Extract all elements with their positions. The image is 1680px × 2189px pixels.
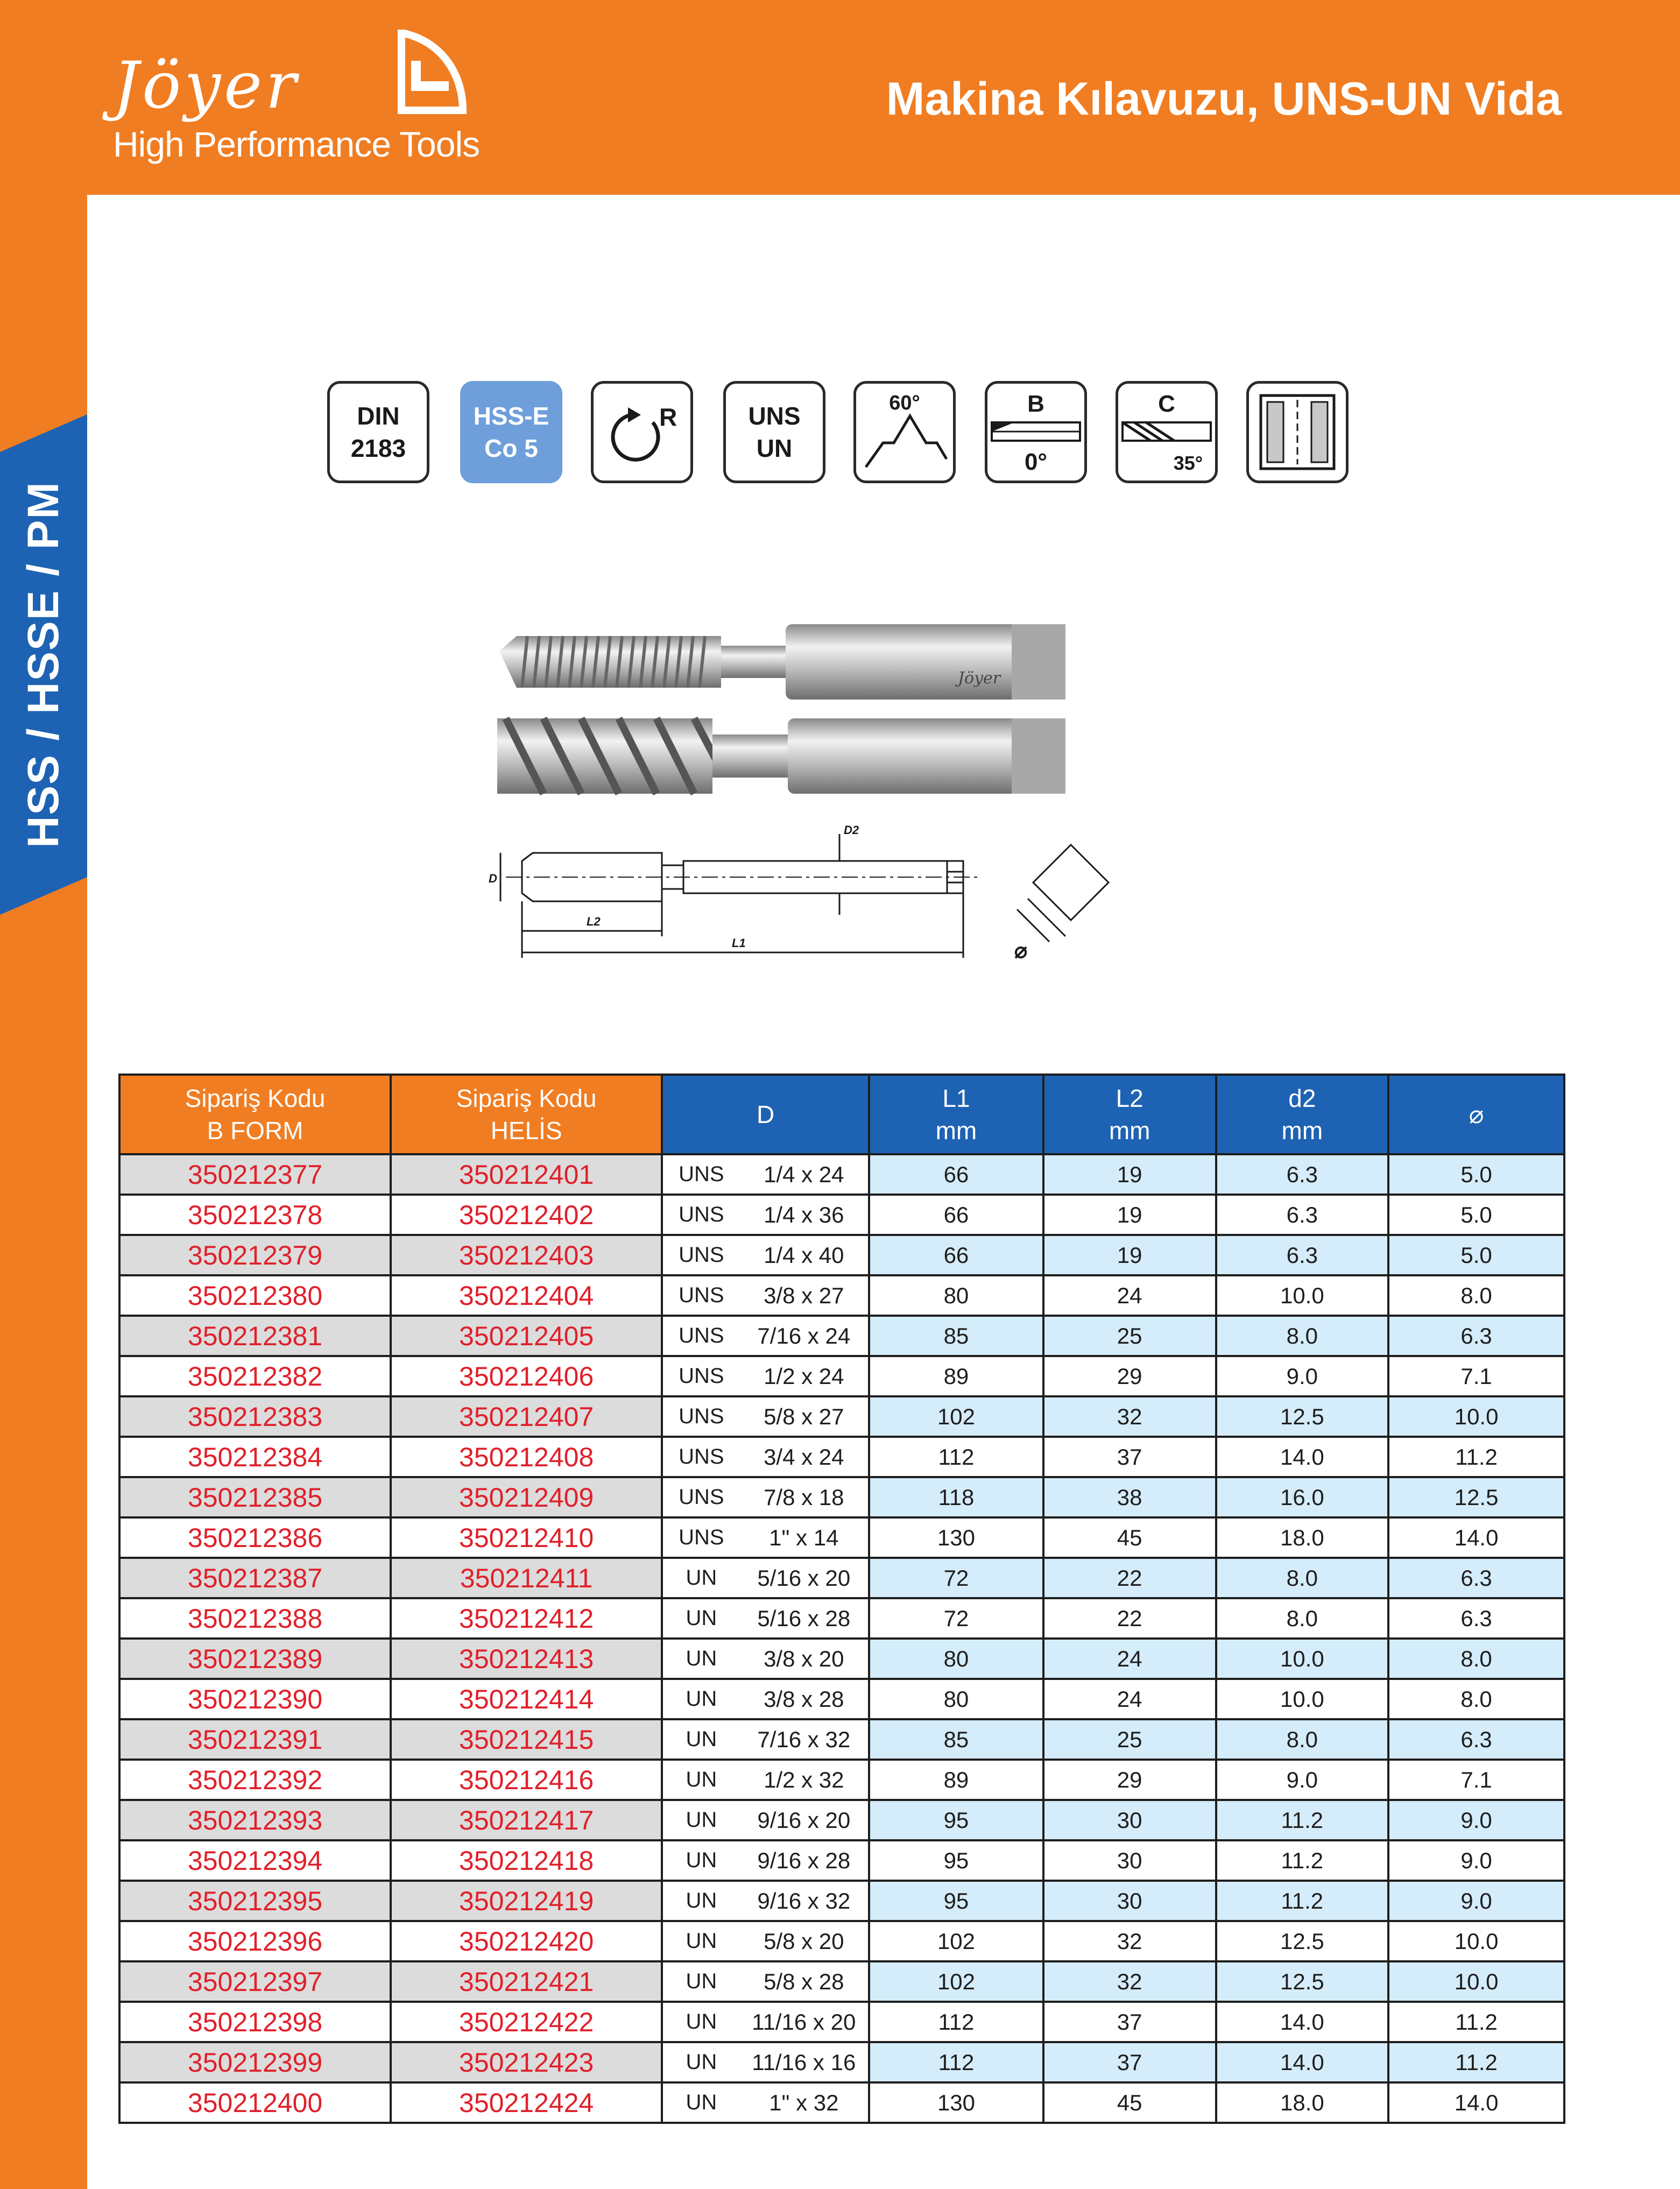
- shank-d2: 12.5: [1216, 1961, 1389, 2002]
- shank-d2: 8.0: [1216, 1558, 1389, 1598]
- spiral-badge: [1116, 381, 1218, 483]
- length-l1: 130: [869, 1517, 1043, 1558]
- square-size: 14.0: [1388, 2082, 1564, 2123]
- square-size: 5.0: [1388, 1154, 1564, 1195]
- header-code-h-line2: HELİS: [490, 1117, 562, 1145]
- table-row: [119, 1517, 1564, 1558]
- material-badge-line2: Co 5: [484, 434, 538, 462]
- order-code-helis: 350212421: [391, 1961, 662, 2002]
- shank-d2: 11.2: [1216, 1840, 1389, 1881]
- header-l2-line2: mm: [1109, 1117, 1150, 1145]
- thread-kind: UN: [662, 1639, 739, 1679]
- order-code-helis: 350212408: [391, 1437, 662, 1477]
- thread-kind: UNS: [662, 1396, 739, 1437]
- drawing-label-l2: L2: [587, 915, 601, 928]
- shank-d2: 9.0: [1216, 1760, 1389, 1800]
- order-code-b-form: 350212389: [119, 1639, 391, 1679]
- thread-size: 3/8 x 28: [740, 1679, 870, 1719]
- shank-d2: 8.0: [1216, 1598, 1389, 1639]
- length-l1: 112: [869, 2042, 1043, 2082]
- square-size: 10.0: [1388, 1396, 1564, 1437]
- thread-kind: UN: [662, 1679, 739, 1719]
- shank-d2: 10.0: [1216, 1639, 1389, 1679]
- order-code-b-form: 350212384: [119, 1437, 391, 1477]
- length-l1: 72: [869, 1598, 1043, 1639]
- shank-d2: 14.0: [1216, 2002, 1389, 2042]
- order-code-helis: 350212404: [391, 1275, 662, 1316]
- order-code-b-form: 350212378: [119, 1195, 391, 1235]
- shank-d2: 18.0: [1216, 2082, 1389, 2123]
- length-l1: 66: [869, 1154, 1043, 1195]
- drawing-label-d: D: [489, 872, 497, 885]
- table-row: [119, 1961, 1564, 2002]
- drawing-label-square: ⌀: [1014, 939, 1028, 963]
- shank-d2: 6.3: [1216, 1154, 1389, 1195]
- thread-size: 1/2 x 32: [740, 1760, 870, 1800]
- thread-kind: UN: [662, 1840, 739, 1881]
- square-size: 14.0: [1388, 1517, 1564, 1558]
- thread-size: 1/4 x 36: [740, 1195, 870, 1235]
- din-badge-line2: 2183: [350, 434, 406, 462]
- length-l1: 102: [869, 1961, 1043, 2002]
- order-code-b-form: 350212388: [119, 1598, 391, 1639]
- spiral-tap-icon: [1118, 384, 1215, 481]
- thread-kind: UN: [662, 1598, 739, 1639]
- thread-kind: UN: [662, 2082, 739, 2123]
- tap-brand-label: Jöyer: [958, 669, 1001, 688]
- thread-type-line1: UNS: [748, 402, 801, 430]
- length-l1: 118: [869, 1477, 1043, 1517]
- table-row: [119, 1800, 1564, 1840]
- shank-d2: 18.0: [1216, 1517, 1389, 1558]
- thread-size: 9/16 x 28: [740, 1840, 870, 1881]
- header-code-helis: [391, 1075, 662, 1154]
- square-size: 12.5: [1388, 1477, 1564, 1517]
- thread-size: 1" x 32: [740, 2082, 870, 2123]
- length-l2: 24: [1043, 1275, 1216, 1316]
- thread-size: 1" x 14: [740, 1517, 870, 1558]
- order-code-b-form: 350212380: [119, 1275, 391, 1316]
- order-code-b-form: 350212394: [119, 1840, 391, 1881]
- header-l2-line1: L2: [1116, 1084, 1143, 1112]
- square-size: 10.0: [1388, 1961, 1564, 2002]
- thread-size: 3/4 x 24: [740, 1437, 870, 1477]
- thread-kind: UNS: [662, 1195, 739, 1235]
- order-code-helis: 350212414: [391, 1679, 662, 1719]
- thread-size: 11/16 x 16: [740, 2042, 870, 2082]
- table-row: [119, 1154, 1564, 1195]
- header-code-b-line1: Sipariş Kodu: [185, 1084, 326, 1112]
- thread-size: 5/16 x 28: [740, 1598, 870, 1639]
- order-code-b-form: 350212385: [119, 1477, 391, 1517]
- header-code-h-line1: Sipariş Kodu: [456, 1084, 597, 1112]
- side-label: HSS / HSSE / PM: [19, 481, 68, 848]
- thread-size: 7/16 x 32: [740, 1719, 870, 1760]
- order-code-b-form: 350212391: [119, 1719, 391, 1760]
- thread-kind: UN: [662, 1800, 739, 1840]
- drawing-label-d2: D2: [844, 823, 859, 837]
- shank-d2: 14.0: [1216, 2042, 1389, 2082]
- thread-profile-icon: [856, 384, 953, 481]
- b-form-bottom-label: 0°: [1024, 449, 1048, 475]
- header-l1-line1: L1: [942, 1084, 970, 1112]
- thread-kind: UNS: [662, 1316, 739, 1356]
- table-row: [119, 1316, 1564, 1356]
- header-l1-line2: mm: [935, 1117, 977, 1145]
- length-l2: 24: [1043, 1679, 1216, 1719]
- length-l2: 30: [1043, 1840, 1216, 1881]
- order-code-b-form: 350212382: [119, 1356, 391, 1396]
- rotation-badge: [591, 381, 693, 483]
- shank-d2: 6.3: [1216, 1195, 1389, 1235]
- order-code-helis: 350212402: [391, 1195, 662, 1235]
- length-l1: 72: [869, 1558, 1043, 1598]
- b-form-badge: [985, 381, 1087, 483]
- material-badge: [460, 381, 562, 483]
- thread-size: 9/16 x 32: [740, 1881, 870, 1921]
- shank-d2: 10.0: [1216, 1679, 1389, 1719]
- length-l1: 130: [869, 2082, 1043, 2123]
- shank-d2: 14.0: [1216, 1437, 1389, 1477]
- square-size: 11.2: [1388, 1437, 1564, 1477]
- through-hole-icon: [1249, 384, 1346, 481]
- length-l2: 37: [1043, 1437, 1216, 1477]
- length-l1: 89: [869, 1356, 1043, 1396]
- length-l1: 66: [869, 1195, 1043, 1235]
- b-form-tap-icon: [987, 384, 1084, 481]
- length-l1: 95: [869, 1840, 1043, 1881]
- length-l2: 19: [1043, 1195, 1216, 1235]
- order-code-helis: 350212423: [391, 2042, 662, 2082]
- order-code-helis: 350212419: [391, 1881, 662, 1921]
- table-row: [119, 1639, 1564, 1679]
- table-row: [119, 2002, 1564, 2042]
- shank-d2: 16.0: [1216, 1477, 1389, 1517]
- spec-table: [118, 1074, 1565, 2124]
- square-size: 9.0: [1388, 1881, 1564, 1921]
- table-row: [119, 1195, 1564, 1235]
- header-code-b-line2: B FORM: [207, 1117, 303, 1145]
- square-size: 10.0: [1388, 1921, 1564, 1961]
- length-l1: 85: [869, 1719, 1043, 1760]
- square-size: 5.0: [1388, 1235, 1564, 1275]
- thread-kind: UN: [662, 1558, 739, 1598]
- order-code-helis: 350212416: [391, 1760, 662, 1800]
- shank-d2: 12.5: [1216, 1396, 1389, 1437]
- shank-d2: 12.5: [1216, 1921, 1389, 1961]
- thread-size: 5/8 x 27: [740, 1396, 870, 1437]
- length-l1: 95: [869, 1800, 1043, 1840]
- length-l1: 85: [869, 1316, 1043, 1356]
- thread-angle-label: 60°: [889, 392, 920, 414]
- square-size: 11.2: [1388, 2002, 1564, 2042]
- length-l2: 29: [1043, 1760, 1216, 1800]
- shank-d2: 11.2: [1216, 1881, 1389, 1921]
- header-d2-line1: d2: [1288, 1084, 1316, 1112]
- order-code-b-form: 350212393: [119, 1800, 391, 1840]
- drawing-label-l1: L1: [732, 936, 746, 950]
- square-size: 5.0: [1388, 1195, 1564, 1235]
- shank-d2: 8.0: [1216, 1316, 1389, 1356]
- brand-logo-icon: [397, 30, 467, 118]
- spiral-bottom-label: 35°: [1173, 452, 1203, 474]
- table-row: [119, 1881, 1564, 1921]
- b-form-tap-photo: [499, 624, 1065, 700]
- thread-type-line2: UN: [756, 434, 793, 462]
- table-row: [119, 1275, 1564, 1316]
- rotation-label: R: [659, 403, 677, 431]
- table-row: [119, 1356, 1564, 1396]
- square-size: 9.0: [1388, 1800, 1564, 1840]
- length-l2: 45: [1043, 1517, 1216, 1558]
- thread-kind: UNS: [662, 1517, 739, 1558]
- shank-d2: 6.3: [1216, 1235, 1389, 1275]
- order-code-b-form: 350212377: [119, 1154, 391, 1195]
- thread-kind: UN: [662, 1719, 739, 1760]
- table-row: [119, 2042, 1564, 2082]
- table-row: [119, 1760, 1564, 1800]
- thread-kind: UN: [662, 2002, 739, 2042]
- order-code-helis: 350212413: [391, 1639, 662, 1679]
- order-code-helis: 350212417: [391, 1800, 662, 1840]
- thread-kind: UN: [662, 1921, 739, 1961]
- thread-kind: UNS: [662, 1356, 739, 1396]
- din-badge: [327, 381, 429, 483]
- length-l1: 112: [869, 1437, 1043, 1477]
- order-code-b-form: 350212390: [119, 1679, 391, 1719]
- thread-size: 1/4 x 24: [740, 1154, 870, 1195]
- hole-type-badge: [1246, 381, 1349, 483]
- length-l2: 32: [1043, 1921, 1216, 1961]
- order-code-b-form: 350212383: [119, 1396, 391, 1437]
- thread-kind: UNS: [662, 1235, 739, 1275]
- header-code-b-form: [119, 1075, 391, 1154]
- order-code-helis: 350212409: [391, 1477, 662, 1517]
- header-d2-line2: mm: [1281, 1117, 1323, 1145]
- thread-size: 3/8 x 20: [740, 1639, 870, 1679]
- table-row: [119, 1719, 1564, 1760]
- length-l1: 89: [869, 1760, 1043, 1800]
- thread-type-badge: [723, 381, 825, 483]
- thread-kind: UNS: [662, 1477, 739, 1517]
- order-code-helis: 350212406: [391, 1356, 662, 1396]
- length-l1: 102: [869, 1921, 1043, 1961]
- table-row: [119, 1477, 1564, 1517]
- length-l2: 37: [1043, 2042, 1216, 2082]
- order-code-helis: 350212422: [391, 2002, 662, 2042]
- table-row: [119, 1679, 1564, 1719]
- length-l2: 29: [1043, 1356, 1216, 1396]
- shank-d2: 9.0: [1216, 1356, 1389, 1396]
- thread-kind: UN: [662, 1961, 739, 2002]
- square-size: 6.3: [1388, 1316, 1564, 1356]
- length-l2: 25: [1043, 1316, 1216, 1356]
- thread-kind: UNS: [662, 1275, 739, 1316]
- order-code-b-form: 350212398: [119, 2002, 391, 2042]
- order-code-b-form: 350212386: [119, 1517, 391, 1558]
- length-l2: 24: [1043, 1639, 1216, 1679]
- length-l2: 19: [1043, 1235, 1216, 1275]
- table-row: [119, 1437, 1564, 1477]
- length-l2: 38: [1043, 1477, 1216, 1517]
- header-d2: [1216, 1075, 1389, 1154]
- order-code-b-form: 350212400: [119, 2082, 391, 2123]
- length-l2: 32: [1043, 1961, 1216, 2002]
- thread-size: 5/8 x 28: [740, 1961, 870, 2002]
- square-size: 7.1: [1388, 1760, 1564, 1800]
- table-row: [119, 1396, 1564, 1437]
- length-l2: 19: [1043, 1154, 1216, 1195]
- rotation-right-icon: [594, 384, 690, 481]
- thread-size: 7/8 x 18: [740, 1477, 870, 1517]
- material-badge-line1: HSS-E: [473, 402, 549, 430]
- header-d: D: [662, 1075, 869, 1154]
- order-code-b-form: 350212397: [119, 1961, 391, 2002]
- shank-d2: 8.0: [1216, 1719, 1389, 1760]
- thread-size: 9/16 x 20: [740, 1800, 870, 1840]
- length-l1: 80: [869, 1275, 1043, 1316]
- length-l1: 95: [869, 1881, 1043, 1921]
- table-row: [119, 2082, 1564, 2123]
- spiral-top-label: C: [1158, 391, 1175, 417]
- length-l1: 66: [869, 1235, 1043, 1275]
- length-l1: 112: [869, 2002, 1043, 2042]
- table-row: [119, 1921, 1564, 1961]
- thread-size: 5/16 x 20: [740, 1558, 870, 1598]
- square-size: 6.3: [1388, 1558, 1564, 1598]
- square-size: 9.0: [1388, 1840, 1564, 1881]
- tool-illustration: [484, 608, 1238, 987]
- order-code-b-form: 350212381: [119, 1316, 391, 1356]
- square-size: 6.3: [1388, 1719, 1564, 1760]
- order-code-helis: 350212403: [391, 1235, 662, 1275]
- length-l2: 32: [1043, 1396, 1216, 1437]
- length-l1: 102: [869, 1396, 1043, 1437]
- square-size: 8.0: [1388, 1639, 1564, 1679]
- length-l1: 80: [869, 1639, 1043, 1679]
- thread-kind: UN: [662, 1760, 739, 1800]
- length-l2: 45: [1043, 2082, 1216, 2123]
- shank-d2: 11.2: [1216, 1800, 1389, 1840]
- length-l2: 30: [1043, 1881, 1216, 1921]
- table-row: [119, 1235, 1564, 1275]
- thread-kind: UN: [662, 1881, 739, 1921]
- thread-size: 7/16 x 24: [740, 1316, 870, 1356]
- shank-d2: 10.0: [1216, 1275, 1389, 1316]
- order-code-helis: 350212410: [391, 1517, 662, 1558]
- order-code-b-form: 350212387: [119, 1558, 391, 1598]
- square-size: 8.0: [1388, 1679, 1564, 1719]
- table-row: [119, 1598, 1564, 1639]
- length-l1: 80: [869, 1679, 1043, 1719]
- length-l2: 22: [1043, 1598, 1216, 1639]
- square-size: 8.0: [1388, 1275, 1564, 1316]
- table-header-row: [119, 1075, 1564, 1154]
- order-code-b-form: 350212379: [119, 1235, 391, 1275]
- length-l2: 30: [1043, 1800, 1216, 1840]
- thread-angle-badge: [853, 381, 956, 483]
- order-code-helis: 350212405: [391, 1316, 662, 1356]
- thread-size: 11/16 x 20: [740, 2002, 870, 2042]
- thread-kind: UNS: [662, 1437, 739, 1477]
- order-code-helis: 350212424: [391, 2082, 662, 2123]
- order-code-b-form: 350212396: [119, 1921, 391, 1961]
- order-code-b-form: 350212395: [119, 1881, 391, 1921]
- header-square: ⌀: [1388, 1075, 1564, 1154]
- square-size: 6.3: [1388, 1598, 1564, 1639]
- table-row: [119, 1840, 1564, 1881]
- order-code-b-form: 350212399: [119, 2042, 391, 2082]
- thread-size: 5/8 x 20: [740, 1921, 870, 1961]
- header-l2: [1043, 1075, 1216, 1154]
- spiral-tap-photo: [497, 718, 1065, 794]
- brand-tagline: High Performance Tools: [113, 124, 480, 164]
- thread-size: 1/4 x 40: [740, 1235, 870, 1275]
- order-code-helis: 350212412: [391, 1598, 662, 1639]
- order-code-helis: 350212407: [391, 1396, 662, 1437]
- header-l1: [869, 1075, 1043, 1154]
- order-code-helis: 350212415: [391, 1719, 662, 1760]
- b-form-top-label: B: [1027, 391, 1044, 417]
- square-size: 11.2: [1388, 2042, 1564, 2082]
- din-badge-line1: DIN: [357, 402, 400, 430]
- left-side-bar: [0, 0, 87, 2189]
- length-l2: 37: [1043, 2002, 1216, 2042]
- square-size: 7.1: [1388, 1356, 1564, 1396]
- table-row: [119, 1558, 1564, 1598]
- page-title: Makina Kılavuzu, UNS-UN Vida: [886, 73, 1562, 125]
- order-code-helis: 350212418: [391, 1840, 662, 1881]
- thread-size: 1/2 x 24: [740, 1356, 870, 1396]
- thread-kind: UNS: [662, 1154, 739, 1195]
- order-code-b-form: 350212392: [119, 1760, 391, 1800]
- length-l2: 22: [1043, 1558, 1216, 1598]
- order-code-helis: 350212420: [391, 1921, 662, 1961]
- thread-kind: UN: [662, 2042, 739, 2082]
- brand-name: Jöyer: [113, 48, 300, 123]
- order-code-helis: 350212401: [391, 1154, 662, 1195]
- order-code-helis: 350212411: [391, 1558, 662, 1598]
- length-l2: 25: [1043, 1719, 1216, 1760]
- thread-size: 3/8 x 27: [740, 1275, 870, 1316]
